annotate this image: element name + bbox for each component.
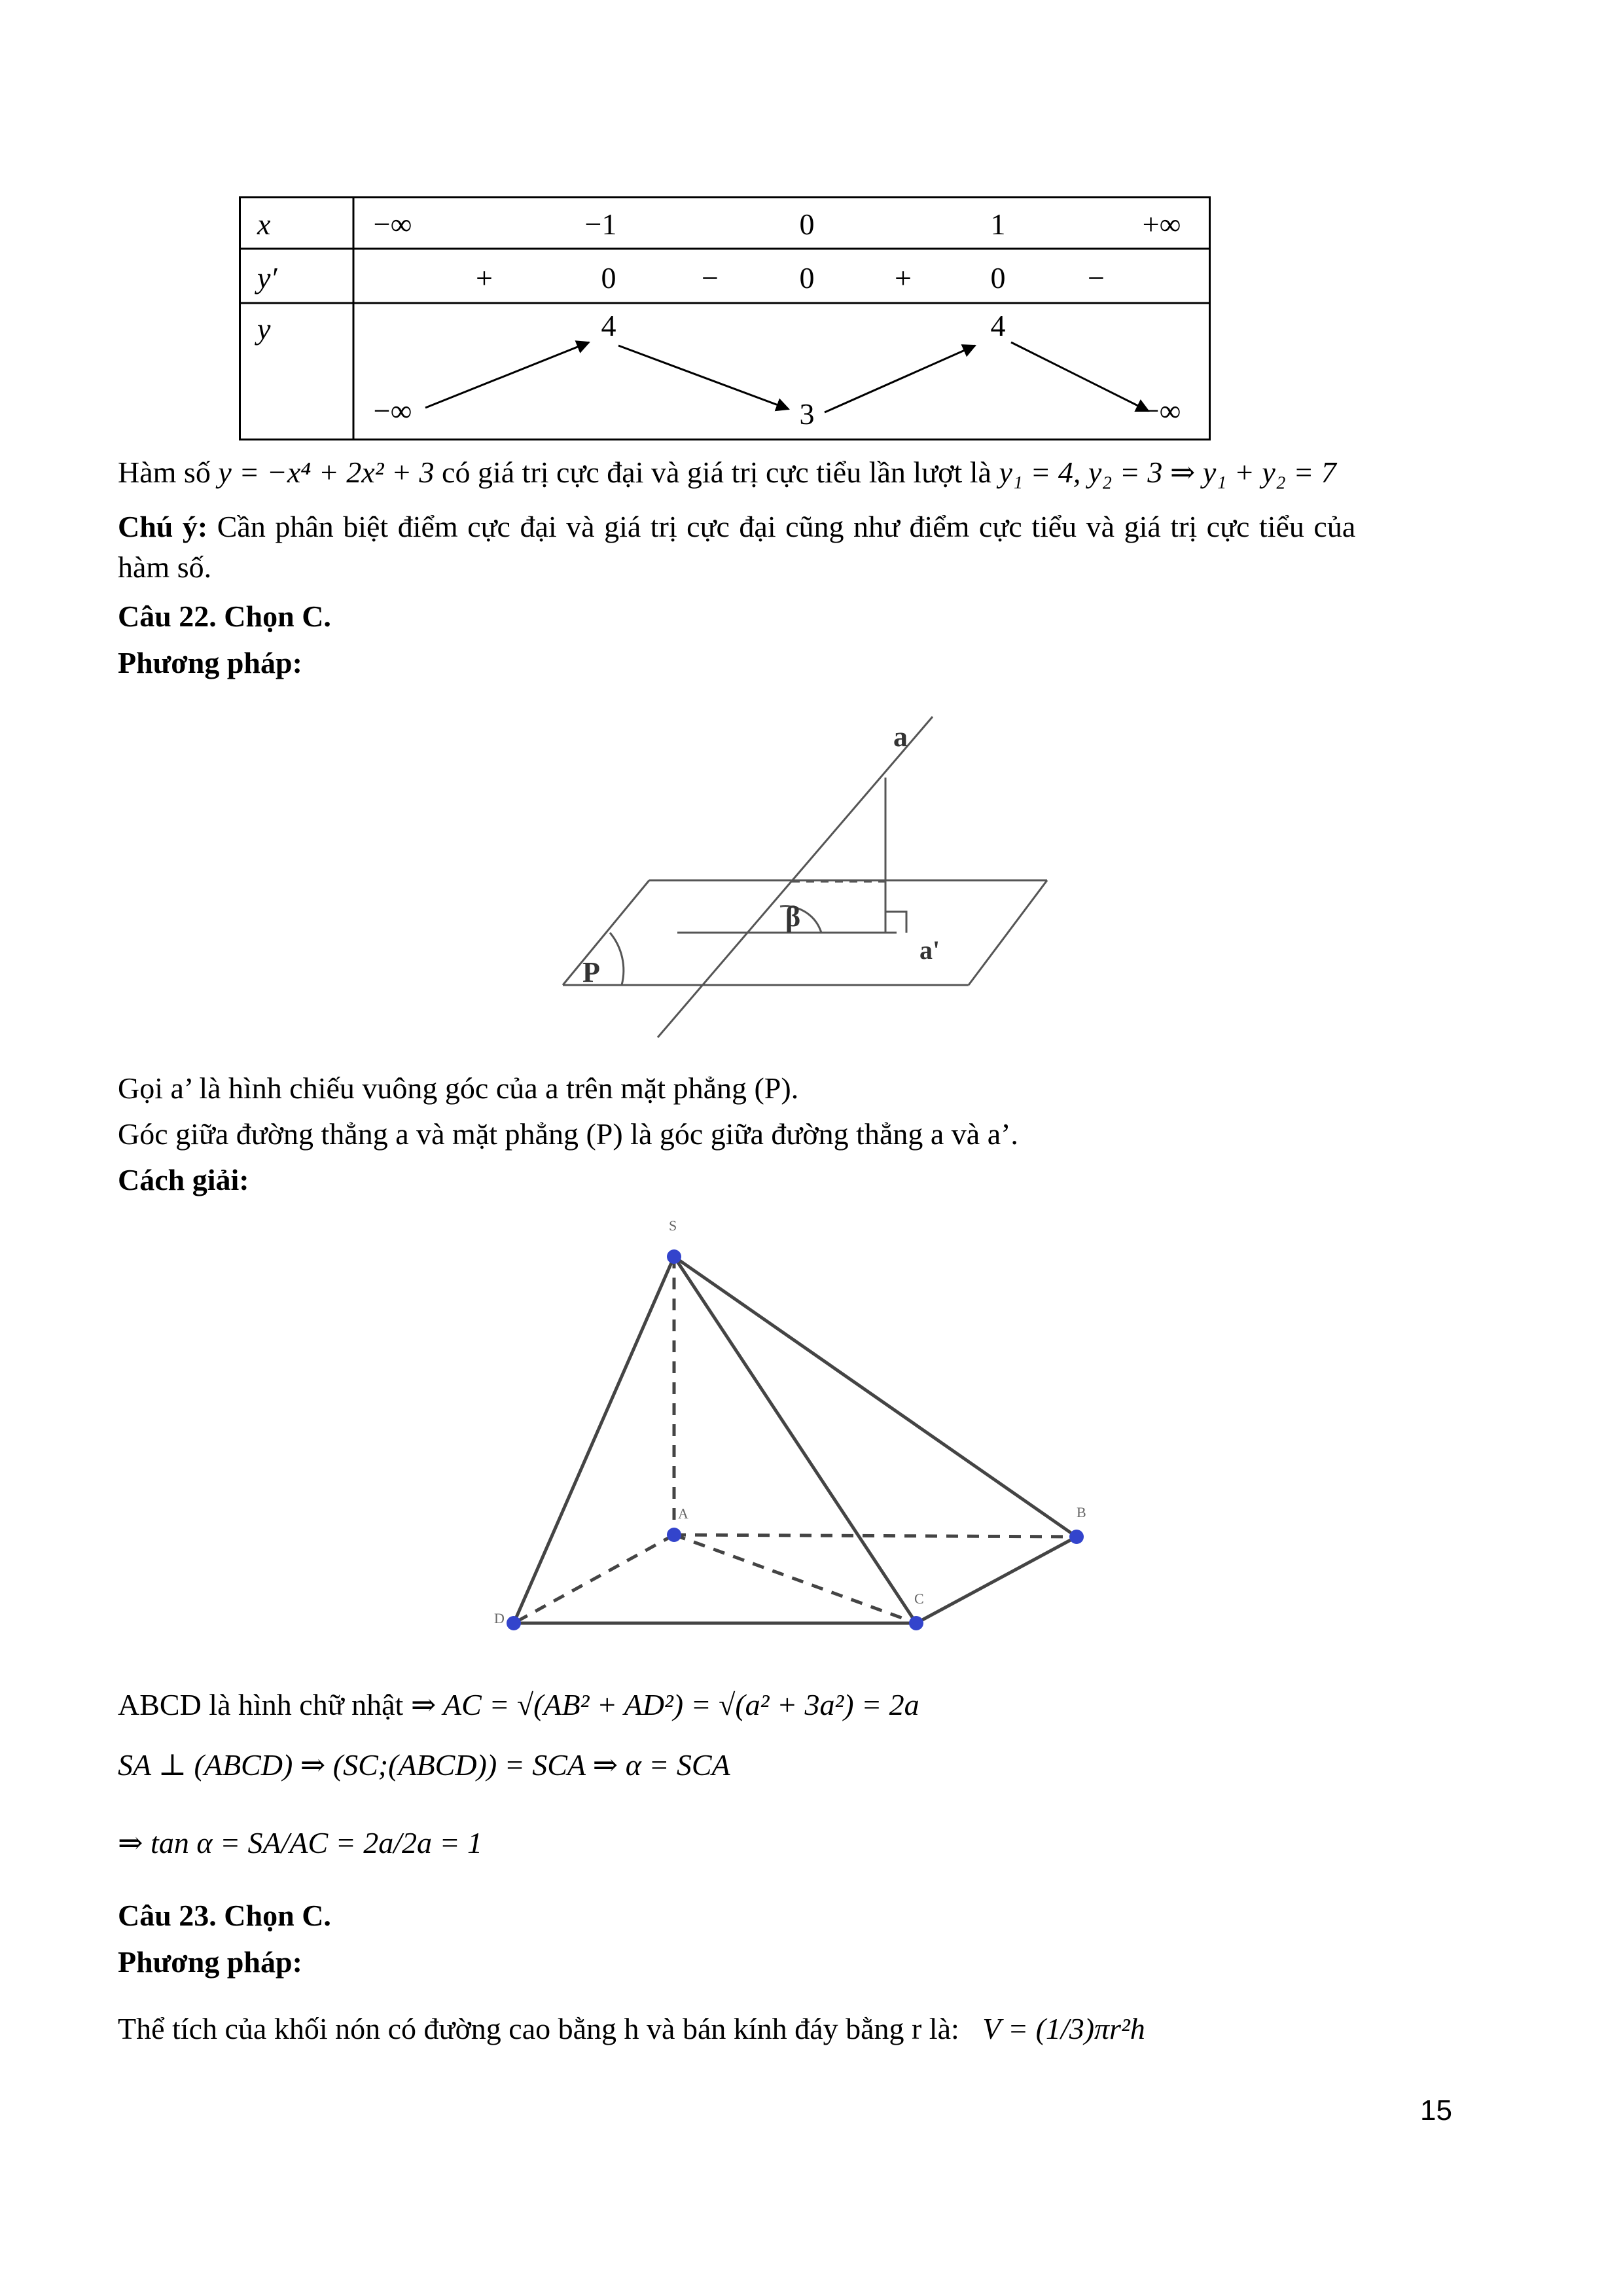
y-value-start: −∞ [373, 394, 412, 427]
label-beta: β [785, 901, 801, 933]
q21-note-line2: hàm số. [118, 550, 212, 584]
q21-note-label: Chú ý: [118, 510, 208, 543]
vertex-S [667, 1249, 681, 1264]
line-plane-angle-figure [550, 707, 1060, 1041]
derivative-sign: − [702, 261, 719, 295]
label-C: C [914, 1590, 924, 1607]
arrow-down [618, 346, 789, 409]
variation-table [239, 196, 1211, 440]
derivative-sign: 0 [601, 261, 616, 295]
row-label-x: x [257, 207, 271, 241]
vertex-A [667, 1528, 681, 1542]
derivative-sign: + [895, 261, 912, 295]
x-value: 1 [990, 207, 1006, 241]
label-D: D [494, 1610, 505, 1626]
vertex-D [507, 1616, 521, 1630]
q21-text-before: Hàm số [118, 456, 211, 489]
derivative-sign: − [1088, 261, 1105, 295]
x-value: −1 [584, 207, 617, 241]
q21-function: y = −x⁴ + 2x² + 3 [218, 456, 435, 489]
q22-heading: Câu 22. Chọn C. [118, 600, 331, 633]
page-number: 15 [1420, 2094, 1452, 2126]
label-P: P [582, 956, 600, 988]
q21-result: y₁ = 4, y₂ = 3 ⇒ y₁ + y₂ = 7 [999, 456, 1336, 489]
line-plane-angle-graphic [550, 707, 1060, 1041]
row-label-yprime: y′ [257, 261, 277, 295]
q21-note [118, 507, 1355, 547]
label-a-prime: a' [919, 935, 940, 965]
q23-heading: Câu 23. Chọn C. [118, 1899, 331, 1932]
vertex-C [909, 1616, 923, 1630]
q22-text2: Góc giữa đường thẳng a và mặt phẳng (P) là góc giữa đường thẳng a và a’. [118, 1117, 1018, 1151]
arrow-down [1011, 342, 1149, 411]
q22-eq1-prefix: ABCD là hình chữ nhật [118, 1688, 404, 1721]
vertex-B [1069, 1530, 1084, 1544]
label-a: a [893, 721, 908, 753]
arrow-up [825, 346, 975, 412]
pyramid-figure [484, 1211, 1099, 1649]
q23-text: Thể tích của khối nón có đường cao bằng h và bán kính đáy bằng r là: [118, 2012, 959, 2045]
q22-eq2: SA ⊥ (ABCD) ⇒ (SC;(ABCD)) = SCA ⇒ α = SCA [118, 1748, 730, 1782]
label-A: A [678, 1505, 688, 1522]
y-value-max2: 4 [990, 309, 1006, 342]
q22-text1: Gọi a’ là hình chiếu vuông góc của a trên mặt phẳng (P). [118, 1071, 799, 1105]
pyramid-graphic [484, 1211, 1099, 1649]
derivative-sign: + [476, 261, 493, 295]
x-value: +∞ [1142, 207, 1181, 241]
q21-note-line1: Cần phân biệt điểm cực đại và giá trị cực đại cũng như điểm cực tiểu và giá trị cực tiểu của [217, 510, 1356, 543]
arrow-up [425, 342, 589, 408]
q22-eq3: ⇒ tan α = SA/AC = 2a/2a = 1 [118, 1826, 483, 1859]
q23-method-label: Phương pháp: [118, 1945, 302, 1979]
q22-solution-label: Cách giải: [118, 1163, 249, 1196]
y-value-min: 3 [799, 397, 815, 431]
label-S: S [669, 1217, 677, 1234]
row-label-y: y [257, 312, 271, 346]
variation-table-graphic [239, 196, 1211, 440]
x-value: 0 [799, 207, 815, 241]
q23-text-line [118, 2009, 1145, 2049]
q21-text-mid: có giá trị cực đại và giá trị cực tiểu lần lượt là [442, 456, 991, 489]
y-value-end: −∞ [1142, 394, 1181, 427]
derivative-sign: 0 [799, 261, 815, 295]
label-B: B [1077, 1504, 1086, 1520]
q21-result-line [118, 453, 1336, 492]
y-value-max1: 4 [601, 309, 616, 342]
derivative-sign: 0 [990, 261, 1006, 295]
q22-method-label: Phương pháp: [118, 646, 302, 679]
q22-eq1 [118, 1685, 919, 1725]
q23-formula: V = (1/3)πr²h [982, 2012, 1145, 2045]
q22-eq1-math: ⇒ AC = √(AB² + AD²) = √(a² + 3a²) = 2a [410, 1688, 919, 1721]
x-value: −∞ [373, 207, 412, 241]
